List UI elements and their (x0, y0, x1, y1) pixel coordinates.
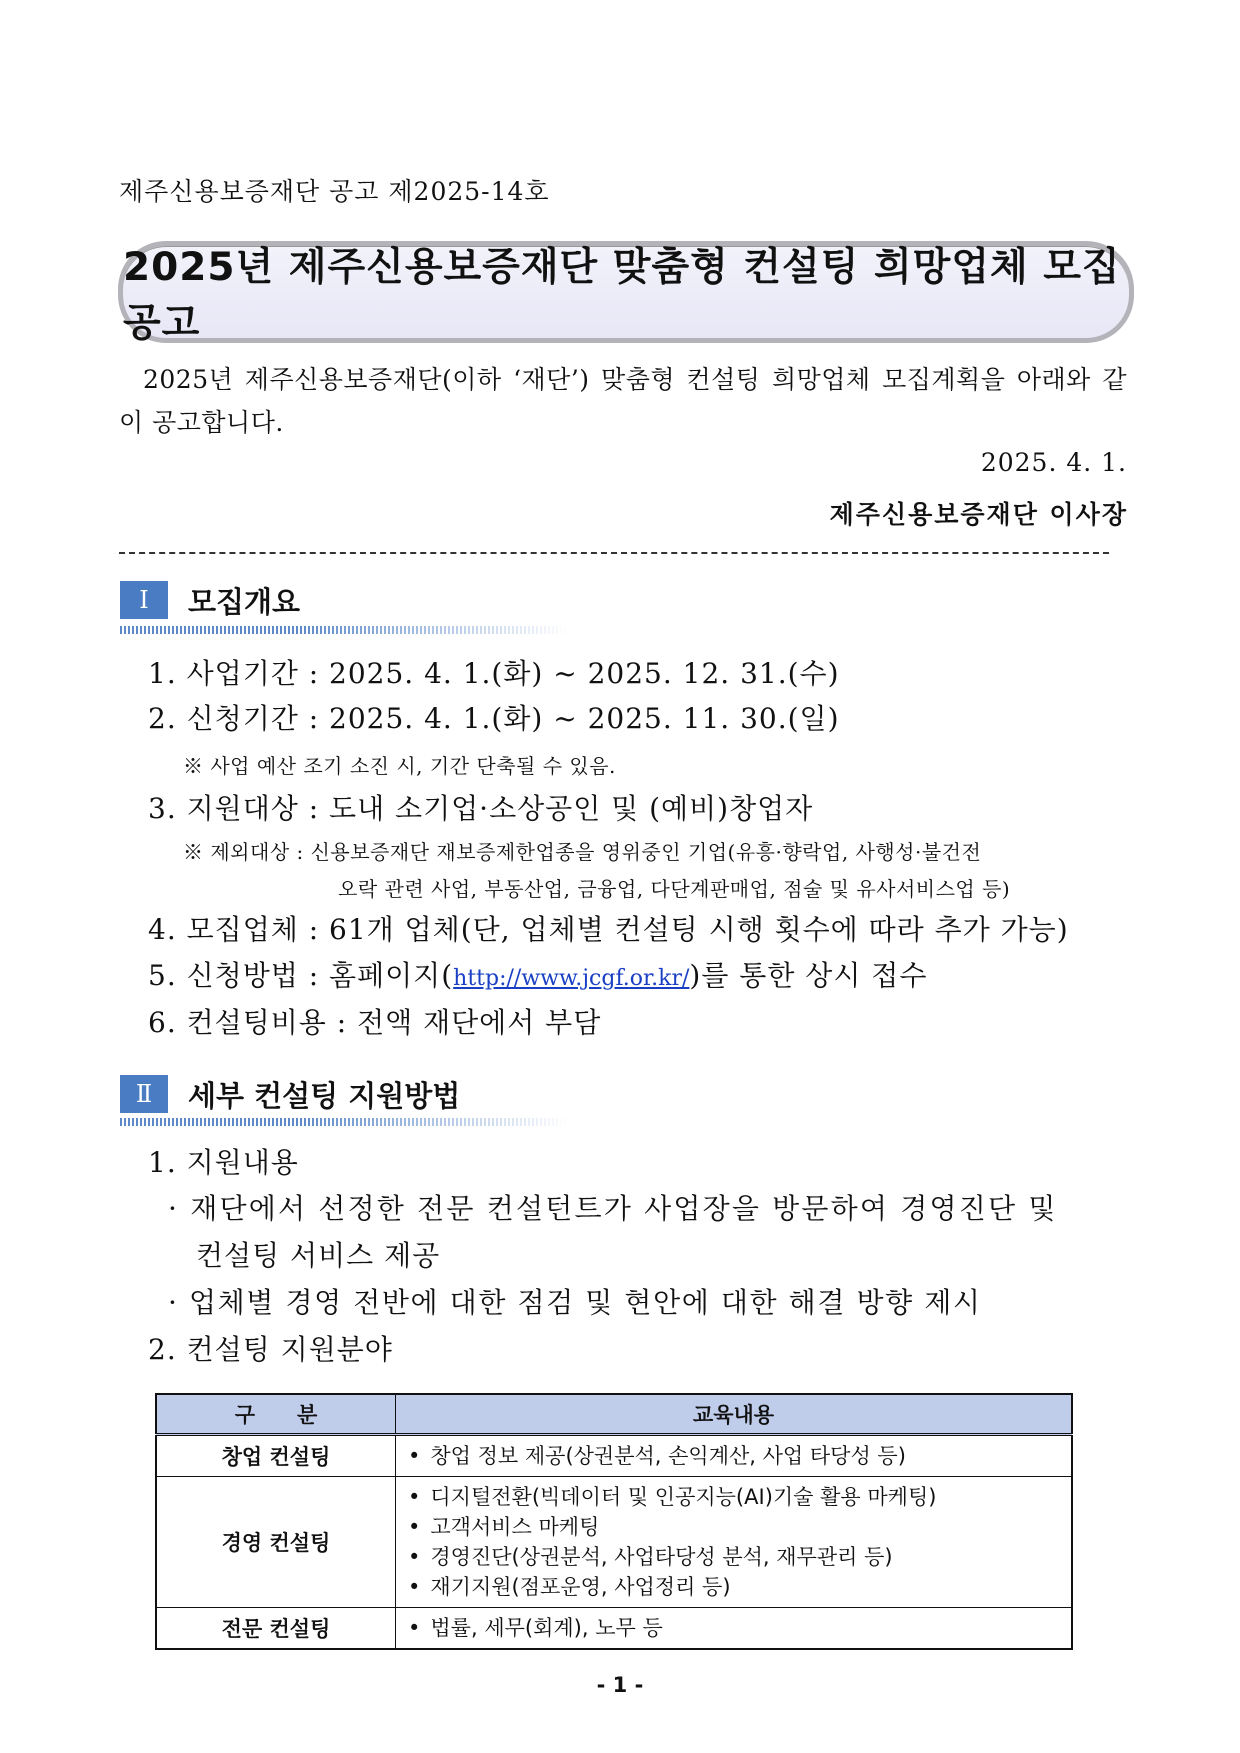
page-number: - 1 - (596, 1673, 644, 1697)
list-item: • 경영진단(상권분석, 사업타당성 분석, 재무관리 등) (408, 1542, 1061, 1572)
table-content (396, 1608, 1073, 1650)
consulting-table (155, 1393, 1073, 1650)
support-bullet-1-line2: 컨설팅 서비스 제공 (196, 1239, 441, 1272)
section-heading-1 (120, 576, 300, 624)
issuer-name: 제주신용보증재단 이사장 (829, 500, 1128, 529)
section-numeral-1: Ⅰ (120, 581, 168, 619)
list-item: • 법률, 세무(회계), 노무 등 (408, 1613, 1061, 1643)
table-row (156, 1608, 1072, 1650)
notice-number: 제주신용보증재단 공고 제2025-14호 (119, 177, 550, 206)
table-header-row (156, 1394, 1072, 1435)
overview-item-cost: 6. 컨설팅비용 : 전액 재단에서 부담 (148, 1006, 602, 1039)
table-content (396, 1477, 1073, 1608)
table-header-content: 교육내용 (396, 1394, 1073, 1435)
divider-dashed (119, 552, 1109, 554)
section-title-1: 모집개요 (188, 584, 301, 619)
table-content (396, 1435, 1073, 1477)
overview-item-quota: 4. 모집업체 : 61개 업체(단, 업체별 컨설팅 시행 횟수에 따라 추가 가능) (148, 913, 1069, 946)
list-item: • 고객서비스 마케팅 (408, 1512, 1061, 1542)
list-item: • 재기지원(점포운영, 사업정리 등) (408, 1572, 1061, 1602)
table-category: 전문 컨설팅 (156, 1608, 396, 1650)
section-underline-2 (120, 1118, 570, 1126)
support-subheading-2: 2. 컨설팅 지원분야 (148, 1333, 393, 1366)
homepage-link[interactable]: http://www.jcgf.or.kr/ (453, 966, 690, 991)
note-budget: ※ 사업 예산 조기 소진 시, 기간 단축될 수 있음. (183, 754, 616, 778)
overview-item-target: 3. 지원대상 : 도내 소기업·소상공인 및 (예비)창업자 (148, 792, 814, 825)
section-heading-2 (120, 1070, 460, 1118)
overview-item-application-period: 2. 신청기간 : 2025. 4. 1.(화) ~ 2025. 11. 30.(일) (148, 702, 840, 735)
support-bullet-2: · 업체별 경영 전반에 대한 점검 및 현안에 대한 해결 방향 제시 (168, 1286, 982, 1319)
section-title-2: 세부 컨설팅 지원방법 (188, 1078, 461, 1113)
list-item: • 창업 정보 제공(상권분석, 손익계산, 사업 타당성 등) (408, 1441, 1061, 1471)
overview-item-apply-method (148, 954, 927, 994)
title-banner (118, 241, 1134, 346)
support-subheading-1: 1. 지원내용 (148, 1146, 299, 1179)
section-numeral-2: Ⅱ (120, 1075, 168, 1113)
overview-item-period: 1. 사업기간 : 2025. 4. 1.(화) ~ 2025. 12. 31.(수) (148, 657, 840, 690)
table-header-category: 구 분 (156, 1394, 396, 1435)
support-bullet-1-line1: · 재단에서 선정한 전문 컨설턴트가 사업장을 방문하여 경영진단 및 (168, 1192, 1058, 1225)
note-exclusion-line2: 오락 관련 사업, 부동산업, 금융업, 다단계판매업, 점술 및 유사서비스업 등) (338, 877, 1011, 901)
note-exclusion-line1: ※ 제외대상 : 신용보증재단 재보증제한업종을 영위중인 기업(유흥·향락업, 사행성·불건전 (183, 840, 982, 864)
table-row (156, 1435, 1072, 1477)
notice-date: 2025. 4. 1. (980, 448, 1127, 477)
apply-prefix: 5. 신청방법 : 홈페이지( (148, 959, 454, 992)
table-category: 경영 컨설팅 (156, 1477, 396, 1608)
page-title: 2025년 제주신용보증재단 맞춤형 컨설팅 희망업체 모집 공고 (123, 245, 1121, 346)
section-underline-1 (120, 626, 570, 634)
list-item: • 디지털전환(빅데이터 및 인공지능(AI)기술 활용 마케팅) (408, 1482, 1061, 1512)
intro-paragraph: 2025년 제주신용보증재단(이하 ‘재단’) 맞춤형 컨설팅 희망업체 모집계획을 아래와 같이 공고합니다. (119, 365, 1127, 437)
apply-suffix: )를 통한 상시 접수 (689, 959, 928, 992)
table-row (156, 1477, 1072, 1608)
table-category: 창업 컨설팅 (156, 1435, 396, 1477)
